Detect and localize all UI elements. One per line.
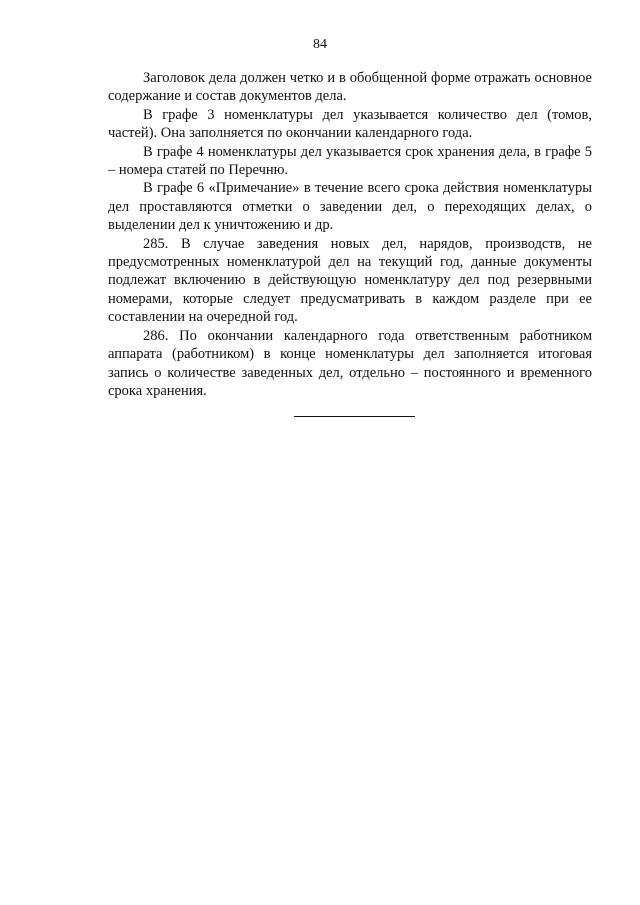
page-number: 84	[313, 37, 327, 52]
document-body	[108, 69, 592, 400]
end-divider	[294, 416, 415, 417]
paragraph-column-4-5: В графе 4 номенклатуры дел указывается срок хранения дела, в графе 5 – номера статей по Перечню.	[108, 143, 592, 179]
paragraph-column-6: В графе 6 «Примечание» в течение всего срока действия номенклатуры дел проставляются отметки о заведении дел, о переходящих делах, о выделении дел к уничтожению и др.	[108, 180, 592, 234]
paragraph-286: 286. По окончании календарного года ответственным работником аппарата (работником) в конце номенклатуры дел заполняется итоговая запись о количестве заведенных дел, отдельно – постоянного и временного срока хранения.	[108, 327, 592, 399]
paragraph-case-title: Заголовок дела должен четко и в обобщенной форме отражать основное содержание и состав документов дела.	[108, 70, 592, 105]
paragraph-column-3: В графе 3 номенклатуры дел указывается количество дел (томов, частей). Она заполняется по окончании календарного года.	[108, 106, 592, 142]
paragraph-285: 285. В случае заведения новых дел, нарядов, производств, не предусмотренных номенклатурой дел на текущий год, данные документы подлежат включению в действующую номенклатуру дел под резервными номерами, которые следует предусматривать в каждом разделе при ее составлении на очередной год.	[108, 235, 592, 326]
